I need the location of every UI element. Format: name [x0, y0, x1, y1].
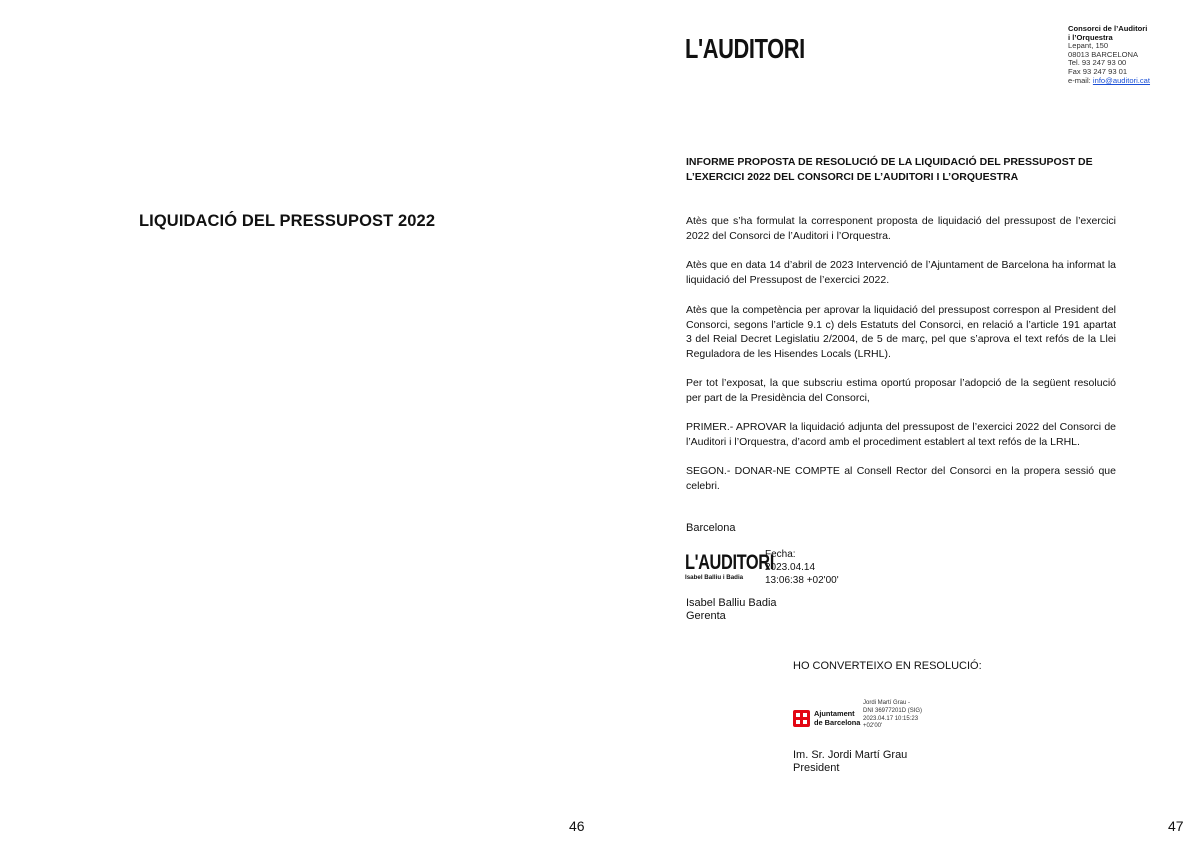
signature-logo-subtitle: Isabel Balliu i Badia: [685, 574, 744, 581]
email-link[interactable]: info@auditori.cat: [1092, 75, 1151, 85]
page-number-right: 47: [1168, 818, 1184, 834]
signer-block: [686, 597, 777, 623]
address-city: 08013 BARCELONA: [1068, 49, 1139, 59]
signature-logo: L'AUDITORI: [685, 551, 774, 574]
signature-date-label: Fecha:: [765, 549, 796, 560]
ajuntament-logo-icon: [793, 710, 810, 727]
ajuntament-name: [814, 710, 860, 727]
org-name-line2: i l’Orquestra: [1068, 32, 1113, 42]
signer-role: Gerenta: [686, 610, 726, 622]
paragraph-3: Atès que la competència per aprovar la liquidació del pressupost correspon al President del Consorci, segons l’article 9.1 c) dels Estatuts del Consorci, en relació a l’article 191 apartat 3 del Reial Decret Legislatiu 2/2004, de 5 de març, pel que s’aprova el text refós de la Llei Reguladora de les Hisendes Locals (LRHL).: [686, 304, 1116, 360]
ajuntament-name-line1: Ajuntament: [814, 709, 855, 718]
city-label: Barcelona: [686, 522, 736, 534]
ajuntament-sig-line1: Jordi Martí Grau -: [863, 700, 911, 706]
ajuntament-name-line2: de Barcelona: [814, 717, 861, 727]
paragraph-segon: SEGON.- DONAR-NE COMPTE al Consell Rector del Consorci en la propera sessió que celebri.: [686, 465, 1116, 492]
left-page-title: LIQUIDACIÓ DEL PRESSUPOST 2022: [139, 212, 436, 230]
president-name: Im. Sr. Jordi Martí Grau: [793, 749, 908, 761]
email-label: e-mail:: [1068, 75, 1093, 85]
page-number-left: 46: [569, 818, 585, 834]
ajuntament-sig-line2: DNI 36977201D (SIG): [863, 707, 923, 714]
signature-stamp: [765, 548, 839, 587]
paragraph-4: Per tot l’exposat, la que subscriu estima oportú proposar l’adopció de la següent resolució per part de la Presidència del Consorci,: [686, 377, 1116, 404]
auditori-logo: L'AUDITORI: [685, 33, 805, 64]
paragraph-primer: PRIMER.- APROVAR la liquidació adjunta del pressupost de l’exercici 2022 del Consorci de l’Auditori i l’Orquestra, d’acord amb el procediment establert al text refós de la LRHL.: [686, 421, 1116, 448]
signature-date: 2023.04.14: [765, 562, 816, 573]
paragraph-2: Atès que en data 14 d’abril de 2023 Intervenció de l’Ajuntament de Barcelona ha informat la liquidació del Pressupost de l’exercici 2022.: [686, 259, 1116, 286]
president-block: [793, 749, 907, 775]
address-street: Lepant, 150: [1068, 41, 1109, 51]
signature-time: 13:06:38 +02'00': [765, 575, 839, 586]
signer-name: Isabel Balliu Badia: [686, 597, 777, 609]
convert-statement: HO CONVERTEIXO EN RESOLUCIÓ:: [793, 660, 982, 672]
address-tel: Tel. 93 247 93 00: [1068, 58, 1127, 68]
paragraph-1: Atès que s’ha formulat la corresponent proposta de liquidació del pressupost de l’exercici 2022 del Consorci de l’Auditori i l’Orquestra.: [686, 215, 1116, 242]
org-name-line1: Consorci de l’Auditori: [1068, 24, 1148, 33]
president-role: President: [793, 762, 840, 774]
ajuntament-sig-line4: +02'00': [863, 723, 883, 730]
address-block: [1068, 25, 1150, 85]
address-fax: Fax 93 247 93 01: [1068, 66, 1128, 76]
address-email: [1068, 77, 1150, 86]
report-title: INFORME PROPOSTA DE RESOLUCIÓ DE LA LIQUIDACIÓ DEL PRESSUPOST DE L’EXERCICI 2022 DEL CONSORCI DE L’AUDITORI I L’ORQUESTRA: [686, 156, 1093, 183]
ajuntament-signature-stamp: [863, 700, 922, 731]
ajuntament-sig-line3: 2023.04.17 10:15:23: [863, 715, 919, 722]
